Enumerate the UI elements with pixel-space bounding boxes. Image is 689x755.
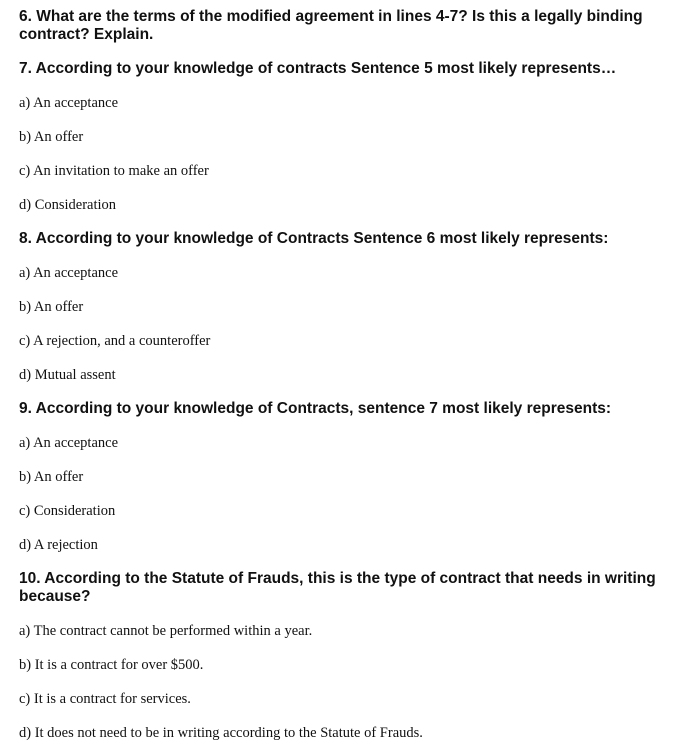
question-9-option-d: d) A rejection: [19, 537, 98, 553]
question-8-option-a: a) An acceptance: [19, 265, 119, 281]
question-10-option-b: b) It is a contract for over $500.: [19, 657, 204, 673]
question-10-option-c: c) It is a contract for services.: [19, 691, 191, 707]
question-8-option-b: b) An offer: [19, 299, 84, 315]
question-8-option-c: c) A rejection, and a counteroffer: [19, 333, 211, 349]
question-9: 9. According to your knowledge of Contracts, sentence 7 most likely represents:: [19, 400, 612, 417]
question-9-option-a: a) An acceptance: [19, 435, 119, 451]
question-10-option-a: a) The contract cannot be performed within a year.: [19, 623, 313, 639]
question-9-option-b: b) An offer: [19, 469, 84, 485]
question-7-option-a: a) An acceptance: [19, 95, 119, 111]
question-10: 10. According to the Statute of Frauds, this is the type of contract that needs in writing because?: [19, 570, 656, 605]
question-6: 6. What are the terms of the modified agreement in lines 4-7? Is this a legally binding contract? Explain.: [19, 8, 643, 43]
question-8: 8. According to your knowledge of Contracts Sentence 6 most likely represents:: [19, 230, 609, 247]
question-9-option-c: c) Consideration: [19, 503, 116, 519]
question-7-option-c: c) An invitation to make an offer: [19, 163, 209, 179]
question-8-option-d: d) Mutual assent: [19, 367, 116, 383]
quiz-page: [19, 6, 683, 742]
question-7-option-b: b) An offer: [19, 129, 84, 145]
question-7: 7. According to your knowledge of contracts Sentence 5 most likely represents…: [19, 60, 617, 77]
question-10-option-d: d) It does not need to be in writing according to the Statute of Frauds.: [19, 725, 423, 741]
question-7-option-d: d) Consideration: [19, 197, 117, 213]
